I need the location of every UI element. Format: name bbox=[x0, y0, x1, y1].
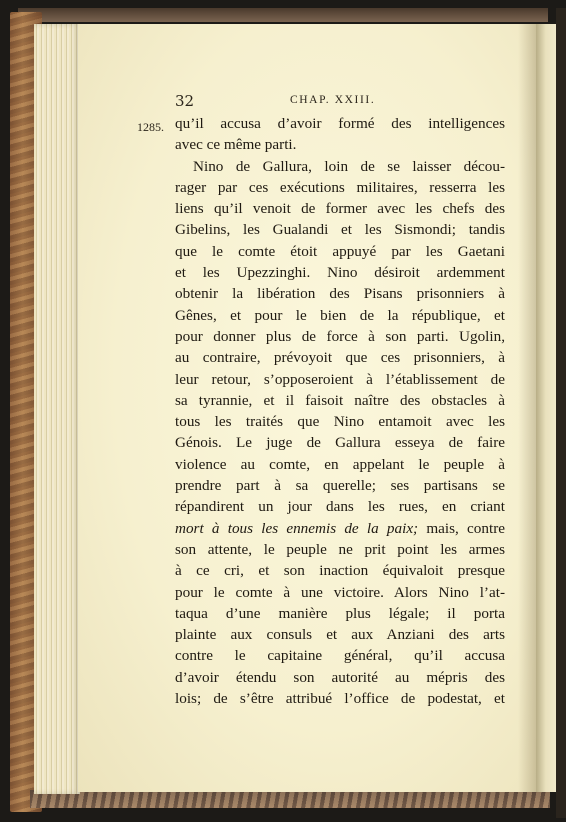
text-line: prendre part à sa querelle; ses partisans se bbox=[175, 477, 505, 495]
page-stack-edges bbox=[34, 24, 80, 794]
text-line: rager par ces exécutions militaires, resserra les bbox=[175, 178, 505, 196]
page-number: 32 bbox=[175, 92, 195, 110]
text-line: pour donner plus de force à son parti. Ugolin, bbox=[175, 327, 505, 345]
text-line: Gibelins, les Gualandi et les Sismondi; tandis bbox=[175, 221, 505, 239]
text-line: lois; de s’être attribué l’office de podestat, et bbox=[175, 690, 505, 708]
text-line: Génois. Le juge de Gallura esseya de faire bbox=[175, 434, 505, 452]
text-line: répandirent un jour dans les rues, en criant bbox=[175, 498, 505, 516]
text-line: liens qu’il venoit de former avec les chefs des bbox=[175, 200, 505, 218]
text-line: d’avoir étendu son autorité au mépris des bbox=[175, 668, 505, 686]
text-line: au contraire, prévoyoit que ces prisonniers, à bbox=[175, 349, 505, 367]
text-line: son attente, le peuple ne prit point les armes bbox=[175, 540, 505, 558]
text-line: avec ce même parti. bbox=[175, 136, 297, 154]
text-line: à ce cri, et son inaction équivaloit presque bbox=[175, 562, 505, 580]
text-line bbox=[175, 518, 505, 539]
text-line: contre le capitaine général, qu’il accusa bbox=[175, 647, 505, 665]
cover-top-edge bbox=[18, 8, 548, 22]
text-line: qu’il accusa d’avoir formé des intelligences bbox=[175, 115, 505, 132]
text-line: sa tyrannie, et il faisoit naître des obstacles à bbox=[175, 391, 505, 409]
cover-right-edge bbox=[556, 8, 566, 818]
marbled-cover-bottom bbox=[30, 790, 550, 808]
text-line: plainte aux consuls et aux Anziani des arts bbox=[175, 626, 505, 644]
margin-year-note: 1285. bbox=[137, 120, 164, 134]
text-line: leur retour, s’opposeroient à l’établissement de bbox=[175, 370, 505, 388]
text-line: et les Upezzinghi. Nino désiroit ardemment bbox=[175, 264, 505, 282]
italic-phrase: mort à tous les ennemis de la paix; bbox=[175, 519, 419, 537]
line-continuation: mais, contre bbox=[418, 519, 505, 537]
running-head: CHAP. XXIII. bbox=[290, 94, 376, 106]
text-line: Nino de Gallura, loin de se laisser décou- bbox=[193, 157, 505, 175]
text-line: violence au comte, en appelant le peuple à bbox=[175, 455, 505, 473]
text-line: pour le comte à une victoire. Alors Nino l’at- bbox=[175, 583, 505, 601]
text-line: tous les traités que Nino entamoit avec les bbox=[175, 413, 505, 431]
body-text bbox=[175, 113, 505, 709]
text-line: que le comte étoit appuyé par les Gaetani bbox=[175, 242, 505, 260]
text-line: taqua d’une manière plus légale; il porta bbox=[175, 604, 505, 622]
text-line: obtenir la libération des Pisans prisonniers à bbox=[175, 285, 505, 303]
text-line: Gênes, et pour le bien de la république, et bbox=[175, 306, 505, 324]
